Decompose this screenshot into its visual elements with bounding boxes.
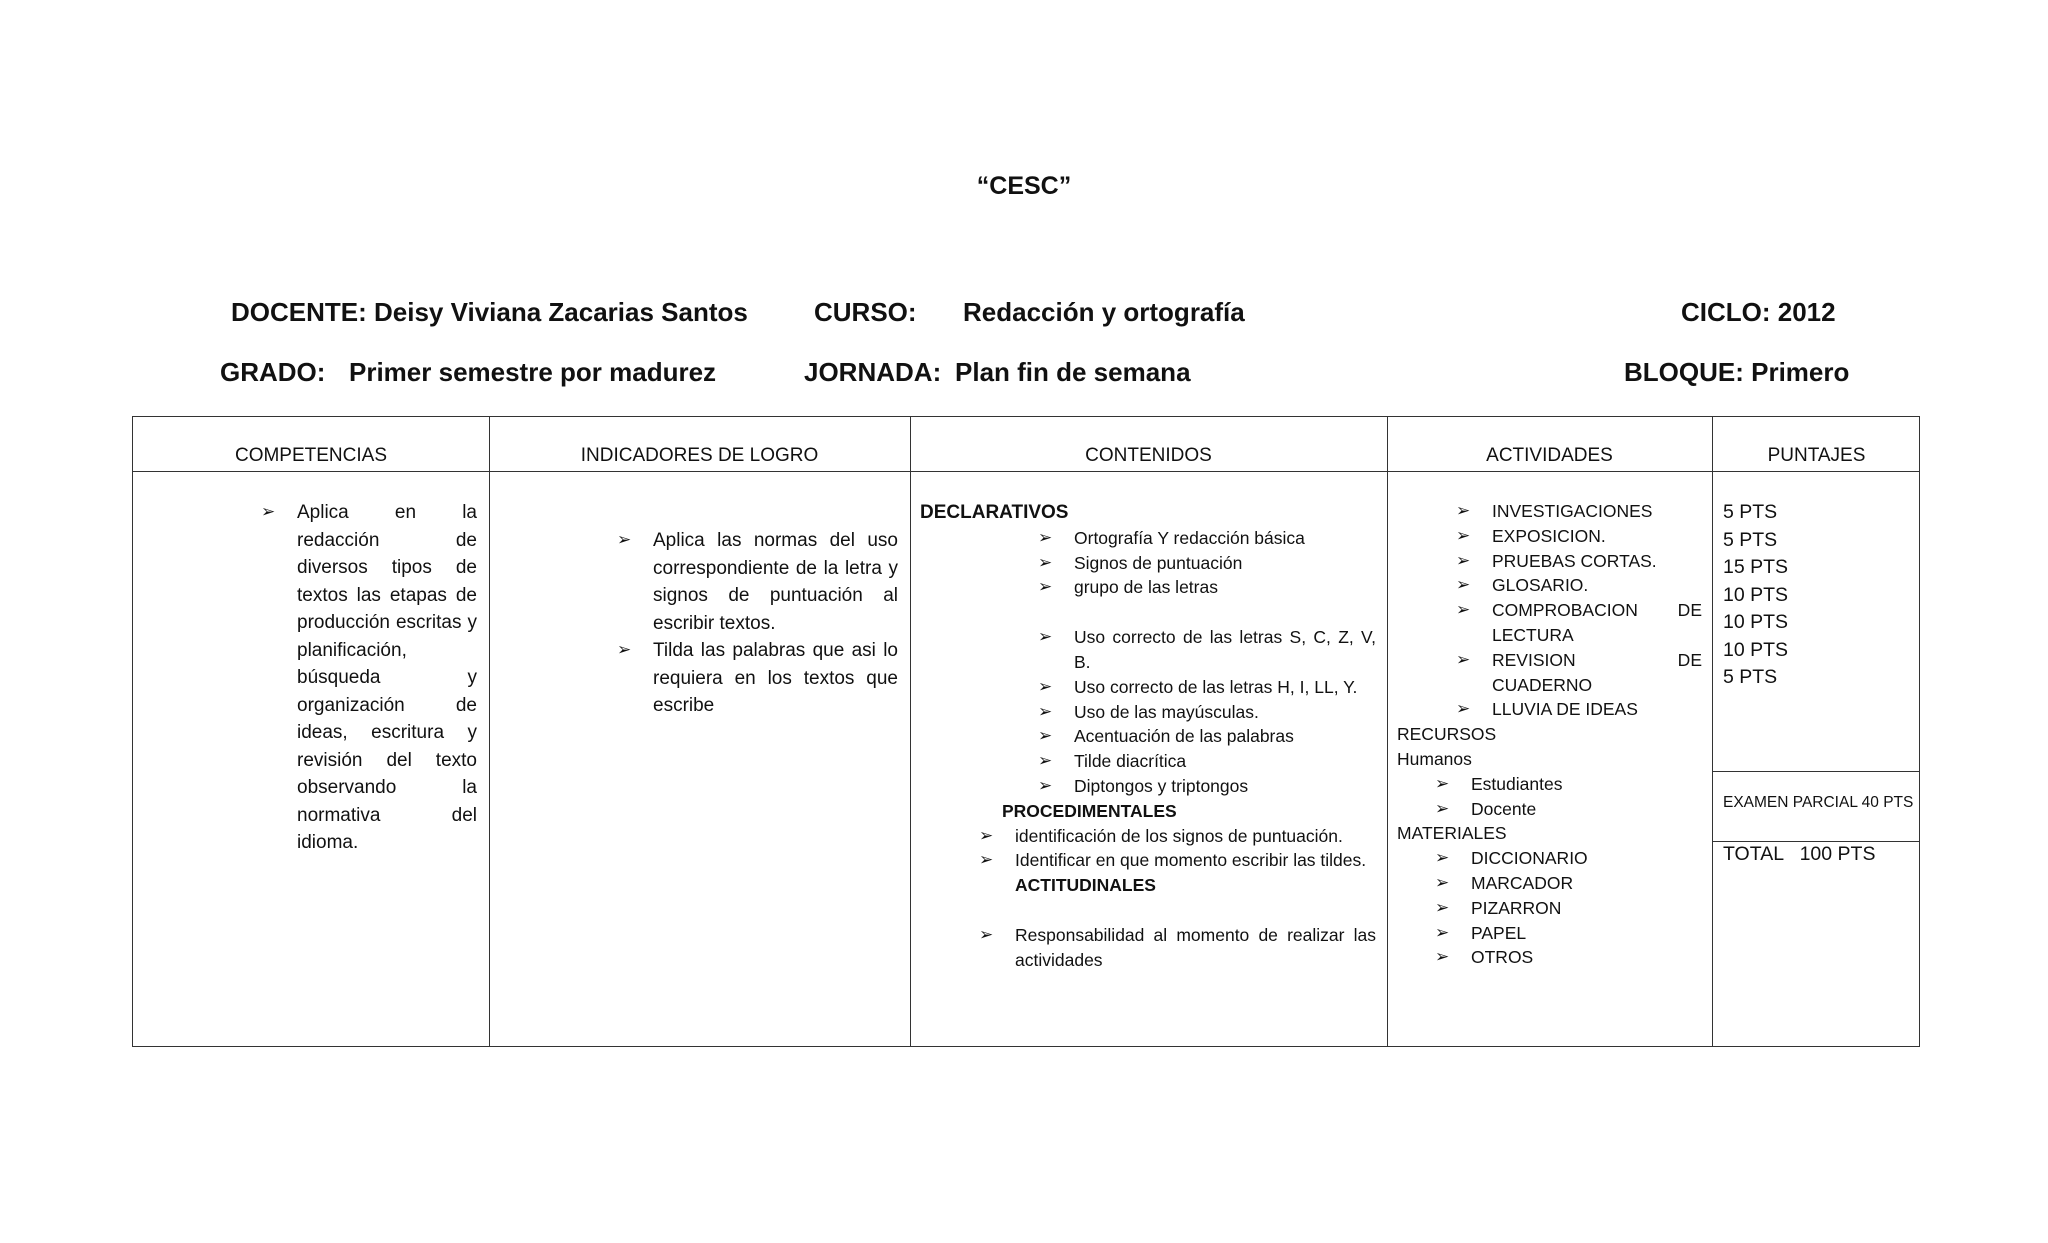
indicador-item: ➢ Aplica las normas del uso correspondiente de la letra y signos de puntuación al escribir textos. bbox=[617, 527, 898, 637]
recursos-heading: RECURSOS bbox=[1397, 724, 1497, 745]
contenido-item: ➢ Uso de las mayúsculas. bbox=[1038, 700, 1376, 725]
column-divider bbox=[489, 417, 490, 1046]
actividad-item: ➢ COMPROBACION DE LECTURA bbox=[1456, 598, 1702, 648]
procedimentales-list bbox=[979, 824, 1376, 874]
actividad-item: ➢ EXPOSICION. bbox=[1456, 524, 1702, 549]
contenido-item: ➢ Acentuación de las palabras bbox=[1038, 724, 1376, 749]
ciclo-label: CICLO: 2012 bbox=[1681, 297, 1836, 327]
contenido-item: ➢ Ortografía Y redacción básica bbox=[1038, 526, 1376, 551]
materiales-list bbox=[1435, 846, 1702, 970]
column-divider bbox=[1712, 417, 1713, 1046]
column-header-actividades: ACTIVIDADES bbox=[1486, 445, 1613, 466]
indicadores-cell bbox=[617, 527, 898, 720]
docente-label: DOCENTE: Deisy Viviana Zacarias Santos bbox=[231, 297, 748, 327]
contenido-item: ➢ Responsabilidad al momento de realizar las actividades bbox=[979, 923, 1376, 973]
column-header-contenidos: CONTENIDOS bbox=[1085, 445, 1212, 466]
puntaje-value: 10 PTS bbox=[1723, 638, 1789, 661]
contenidos-cell bbox=[920, 501, 1376, 973]
examen-parcial: EXAMEN PARCIAL 40 PTS bbox=[1723, 794, 1914, 811]
puntaje-value: 15 PTS bbox=[1723, 556, 1789, 578]
jornada-label: JORNADA: bbox=[804, 357, 942, 387]
recurso-item: ➢ PAPEL bbox=[1435, 921, 1702, 946]
actividad-item: ➢ INVESTIGACIONES bbox=[1456, 499, 1702, 524]
actividad-item: ➢ GLOSARIO. bbox=[1456, 573, 1702, 598]
recurso-item: ➢ Docente bbox=[1435, 797, 1702, 822]
header-divider bbox=[133, 471, 1919, 472]
document-title: “CESC” bbox=[976, 172, 1072, 200]
jornada-value: Plan fin de semana bbox=[955, 357, 1191, 387]
declarativos-list-b bbox=[1038, 625, 1376, 799]
plan-table bbox=[132, 416, 1920, 1047]
curso-value: Redacción y ortografía bbox=[963, 297, 1245, 327]
recurso-item: ➢ PIZARRON bbox=[1435, 896, 1702, 921]
actividad-item: ➢ REVISION DE CUADERNO bbox=[1456, 648, 1702, 698]
declarativos-heading: DECLARATIVOS bbox=[920, 502, 1069, 523]
contenido-item: ➢ Diptongos y triptongos bbox=[1038, 774, 1376, 799]
procedimentales-heading: PROCEDIMENTALES bbox=[1002, 800, 1177, 821]
total-puntos: TOTAL 100 PTS bbox=[1723, 843, 1876, 865]
column-header-competencias: COMPETENCIAS bbox=[234, 445, 388, 466]
contenido-item: ➢ grupo de las letras bbox=[1038, 575, 1376, 600]
materiales-heading: MATERIALES bbox=[1397, 823, 1507, 844]
contenido-item: ➢ Identificar en que momento escribir las tildes. bbox=[979, 848, 1376, 873]
bloque-label: BLOQUE: Primero bbox=[1624, 357, 1850, 387]
indicador-item: ➢ Tilda las palabras que asi lo requiera en los textos que escribe bbox=[617, 637, 898, 720]
puntaje-value: 10 PTS bbox=[1723, 611, 1789, 633]
contenido-item: ➢ Tilde diacrítica bbox=[1038, 749, 1376, 774]
actividad-item: ➢ LLUVIA DE IDEAS bbox=[1456, 697, 1702, 722]
recurso-item: ➢ MARCADOR bbox=[1435, 871, 1702, 896]
actividades-list bbox=[1456, 499, 1702, 722]
grado-value: Primer semestre por madurez bbox=[349, 357, 717, 387]
puntaje-value: 5 PTS bbox=[1723, 666, 1778, 688]
column-header-indicadores: INDICADORES DE LOGRO bbox=[580, 445, 819, 466]
actitudinales-heading: ACTITUDINALES bbox=[1015, 875, 1156, 896]
puntajes-cell bbox=[1723, 499, 1913, 692]
column-divider bbox=[1387, 417, 1388, 1046]
contenido-item: ➢ Signos de puntuación bbox=[1038, 551, 1376, 576]
recurso-item: ➢ Estudiantes bbox=[1435, 772, 1702, 797]
recurso-item: ➢ OTROS bbox=[1435, 945, 1702, 970]
column-divider bbox=[910, 417, 911, 1046]
puntaje-value: 5 PTS bbox=[1723, 501, 1778, 523]
humanos-list bbox=[1435, 772, 1702, 822]
contenido-item: ➢ Uso correcto de las letras H, I, LL, Y. bbox=[1038, 675, 1376, 700]
puntajes-divider bbox=[1712, 771, 1919, 772]
contenido-item: ➢ Uso correcto de las letras S, C, Z, V, B. bbox=[1038, 625, 1376, 675]
puntaje-value: 5 PTS bbox=[1723, 528, 1778, 551]
grado-label: GRADO: bbox=[220, 357, 326, 387]
humanos-heading: Humanos bbox=[1397, 748, 1472, 769]
column-header-puntajes: PUNTAJES bbox=[1767, 445, 1866, 466]
competencia-item: ➢ Aplica en la redacción de diversos tipos de textos las etapas de producción escritas y planificación, búsqueda y organización de ideas, escritura y revisión del texto observando la normativa del idioma. bbox=[261, 499, 477, 857]
actividad-item: ➢ PRUEBAS CORTAS. bbox=[1456, 549, 1702, 574]
actitudinales-list bbox=[979, 923, 1376, 973]
recurso-item: ➢ DICCIONARIO bbox=[1435, 846, 1702, 871]
contenido-item: ➢ identificación de los signos de puntuación. bbox=[979, 824, 1376, 849]
puntaje-value: 10 PTS bbox=[1723, 583, 1789, 606]
curso-label: CURSO: bbox=[814, 297, 917, 327]
declarativos-list-a bbox=[1038, 526, 1376, 600]
actividades-cell bbox=[1397, 499, 1702, 970]
competencias-cell bbox=[261, 499, 477, 857]
